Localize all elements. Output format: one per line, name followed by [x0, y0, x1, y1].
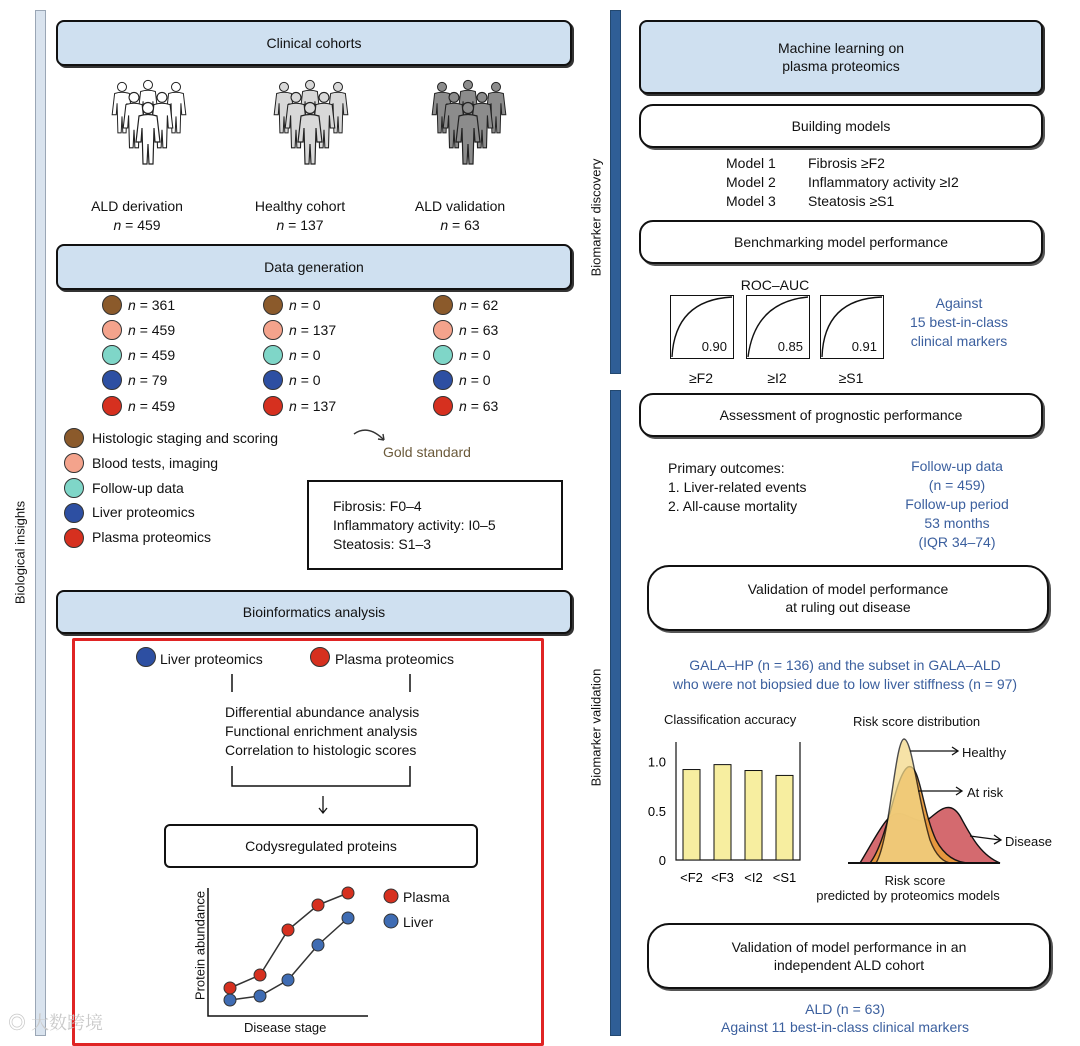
roc-label-i2: ≥I2 [767, 370, 787, 386]
legend-dot-blood [64, 453, 84, 473]
score-inflammatory: Inflammatory activity: I0–5 [333, 517, 496, 533]
classification-title: Classification accuracy [664, 712, 797, 727]
bar-1 [714, 765, 731, 860]
followup-line-5: (IQR 34–74) [918, 534, 996, 550]
roc-box-f2 [670, 295, 734, 359]
legend-plasma-dot [384, 889, 398, 903]
watermark-icon: ◎ [8, 1013, 32, 1033]
bar-label-2: <I2 [744, 870, 763, 885]
codysregulated-box: Codysregulated proteins [164, 824, 478, 868]
bar-chart-ytick: 1.0 [647, 754, 666, 770]
risk-xlabel-2: predicted by proteomics models [816, 888, 1000, 903]
cohort-n-ald-validation: n = 63 [440, 217, 480, 233]
dg-dot-liver [263, 370, 283, 390]
dg-count-histology: n = 0 [289, 297, 321, 313]
dg-count-blood: n = 459 [128, 322, 176, 338]
dg-count-followup: n = 459 [128, 347, 176, 363]
dg-count-histology: n = 62 [459, 297, 499, 313]
bioinfo-liver-label: Liver proteomics [160, 651, 263, 667]
dg-count-liver: n = 0 [459, 372, 491, 388]
bar-label-0: <F2 [680, 870, 703, 885]
model-3-name: Model 3 [726, 193, 776, 209]
bioinformatics-header: Bioinformatics analysis [56, 590, 572, 634]
model-2-name: Model 2 [726, 174, 776, 190]
legend-label-liver: Liver proteomics [92, 504, 195, 520]
roc-label-f2: ≥F2 [688, 370, 714, 386]
dg-dot-followup [433, 345, 453, 365]
dg-count-plasma: n = 459 [128, 398, 176, 414]
left-sidebar-bar [35, 10, 46, 1036]
ml-header-line2: plasma proteomics [782, 58, 900, 74]
dg-dot-blood [433, 320, 453, 340]
legend-dot-histology [64, 428, 84, 448]
right-bottom-sidebar-label: Biomarker validation [588, 668, 604, 787]
ml-header-line1: Machine learning on [777, 40, 905, 56]
bar-chart-ytick: 0 [658, 853, 666, 868]
liver-point [254, 990, 266, 1002]
dg-count-liver: n = 0 [289, 372, 321, 388]
ruling-out-line2: at ruling out disease [785, 599, 911, 615]
dg-count-followup: n = 0 [459, 347, 491, 363]
dg-dot-histology [102, 295, 122, 315]
plasma-point [342, 887, 354, 899]
model-3-desc: Steatosis ≥S1 [808, 193, 895, 209]
roc-box-s1 [820, 295, 884, 359]
chart-xlabel: Disease stage [244, 1020, 327, 1035]
risk-label-healthy: Healthy [962, 745, 1007, 760]
gala-line-2: who were not biopsied due to low liver stiffness (n = 97) [672, 676, 1018, 692]
roc-value-s1: 0.91 [851, 339, 877, 354]
dg-count-liver: n = 79 [128, 372, 168, 388]
watermark: ◎ 大数跨境 [8, 1013, 104, 1033]
risk-xlabel-1: Risk score [884, 873, 946, 888]
liver-point [224, 994, 236, 1006]
against-line-1: Against [935, 295, 983, 311]
liver-point [312, 939, 324, 951]
chart-legend-liver: Liver [403, 914, 434, 930]
ruling-out-line1: Validation of model performance [747, 581, 949, 597]
legend-dot-plasma [64, 528, 84, 548]
cohort-name-ald-validation: ALD validation [414, 198, 506, 214]
ml-header [639, 20, 1043, 94]
dg-count-plasma: n = 137 [289, 398, 337, 414]
data-generation-header: Data generation [56, 244, 572, 290]
dg-dot-plasma [263, 396, 283, 416]
outcome-1: 1. Liver-related events [668, 479, 807, 495]
independent-line2: independent ALD cohort [773, 957, 925, 973]
plasma-point [254, 969, 266, 981]
legend-label-plasma: Plasma proteomics [92, 529, 212, 545]
cohort-people-group-3 [416, 78, 520, 170]
dg-count-plasma: n = 63 [459, 398, 499, 414]
ald-line-2: Against 11 best-in-class clinical markers [721, 1019, 969, 1035]
roc-value-i2: 0.85 [777, 339, 803, 354]
dg-dot-plasma [102, 396, 122, 416]
outcomes-title: Primary outcomes: [668, 460, 785, 476]
ruling-out-box [647, 565, 1049, 631]
bar-label-3: <S1 [772, 870, 797, 885]
bar-2 [745, 771, 762, 860]
benchmark-box: Benchmarking model performance [639, 220, 1043, 264]
legend-dot-followup [64, 478, 84, 498]
bioinfo-step-1: Differential abundance analysis [225, 704, 420, 720]
risk-title: Risk score distribution [853, 714, 981, 729]
down-arrow-icon [316, 794, 330, 816]
roc-box-i2 [746, 295, 810, 359]
dg-count-blood: n = 63 [459, 322, 499, 338]
dg-dot-followup [102, 345, 122, 365]
left-sidebar-label: Biological insights [12, 500, 28, 605]
dg-count-histology: n = 361 [128, 297, 176, 313]
risk-label-disease: Disease [1005, 834, 1052, 849]
cohort-people-group-2 [258, 78, 362, 170]
chart-ylabel: Protein abundance [192, 890, 208, 1001]
score-steatosis: Steatosis: S1–3 [333, 536, 432, 552]
independent-line1: Validation of model performance in an [731, 939, 967, 955]
dg-dot-histology [433, 295, 453, 315]
plasma-point [224, 982, 236, 994]
risk-label-at-risk: At risk [967, 785, 1004, 800]
bioinfo-liver-dot [136, 647, 156, 667]
bioinfo-step-2: Functional enrichment analysis [225, 723, 418, 739]
cohort-n-healthy: n = 137 [276, 217, 324, 233]
followup-line-1: Follow-up data [911, 458, 1003, 474]
against-line-3: clinical markers [910, 333, 1008, 349]
cohort-n-ald-derivation: n = 459 [113, 217, 161, 233]
roc-value-f2: 0.90 [701, 339, 727, 354]
bioinfo-plasma-label: Plasma proteomics [335, 651, 455, 667]
plasma-point [282, 924, 294, 936]
ald-line-1: ALD (n = 63) [805, 1001, 885, 1017]
legend-label-histology: Histologic staging and scoring [92, 430, 278, 446]
bar-0 [683, 770, 700, 860]
against-line-2: 15 best-in-class [909, 314, 1009, 330]
gold-standard-label: Gold standard [383, 444, 471, 460]
dg-dot-blood [102, 320, 122, 340]
gala-line-1: GALA–HP (n = 136) and the subset in GALA–ALD [689, 657, 1001, 673]
outcome-2: 2. All-cause mortality [668, 498, 798, 514]
independent-cohort-box [647, 923, 1051, 989]
dg-dot-liver [433, 370, 453, 390]
dg-dot-followup [263, 345, 283, 365]
classification-bar-chart [640, 736, 820, 886]
cohort-people-group-1 [96, 78, 200, 170]
dg-dot-histology [263, 295, 283, 315]
right-top-sidebar-label: Biomarker discovery [588, 158, 604, 277]
right-top-sidebar-bar [610, 10, 621, 374]
roc-title: ROC–AUC [740, 277, 810, 293]
model-2-desc: Inflammatory activity ≥I2 [808, 174, 959, 190]
legend-label-blood: Blood tests, imaging [92, 455, 219, 471]
legend-dot-liver [64, 503, 84, 523]
followup-line-2: (n = 459) [928, 477, 986, 493]
bar-label-1: <F3 [711, 870, 734, 885]
liver-point [282, 974, 294, 986]
building-models-box: Building models [639, 104, 1043, 148]
score-fibrosis: Fibrosis: F0–4 [333, 498, 422, 514]
bioinfo-plasma-dot [310, 647, 330, 667]
liver-point [342, 912, 354, 924]
clinical-cohorts-header: Clinical cohorts [56, 20, 572, 66]
prognostic-box: Assessment of prognostic performance [639, 393, 1043, 437]
plasma-point [312, 899, 324, 911]
right-bottom-sidebar-bar [610, 390, 621, 1036]
followup-line-3: Follow-up period [905, 496, 1009, 512]
roc-label-s1: ≥S1 [838, 370, 864, 386]
model-1-desc: Fibrosis ≥F2 [808, 155, 885, 171]
dg-dot-plasma [433, 396, 453, 416]
followup-line-4: 53 months [924, 515, 990, 531]
legend-liver-dot [384, 914, 398, 928]
dg-count-blood: n = 137 [289, 322, 337, 338]
legend-label-followup: Follow-up data [92, 480, 184, 496]
chart-legend-plasma: Plasma [403, 889, 450, 905]
dg-count-followup: n = 0 [289, 347, 321, 363]
dg-dot-blood [263, 320, 283, 340]
cohort-name-healthy: Healthy cohort [254, 198, 346, 214]
cohort-name-ald-derivation: ALD derivation [91, 198, 183, 214]
bioinfo-step-3: Correlation to histologic scores [225, 742, 417, 758]
bar-chart-ytick: 0.5 [647, 803, 666, 819]
bar-3 [776, 775, 793, 860]
dg-dot-liver [102, 370, 122, 390]
model-1-name: Model 1 [726, 155, 776, 171]
